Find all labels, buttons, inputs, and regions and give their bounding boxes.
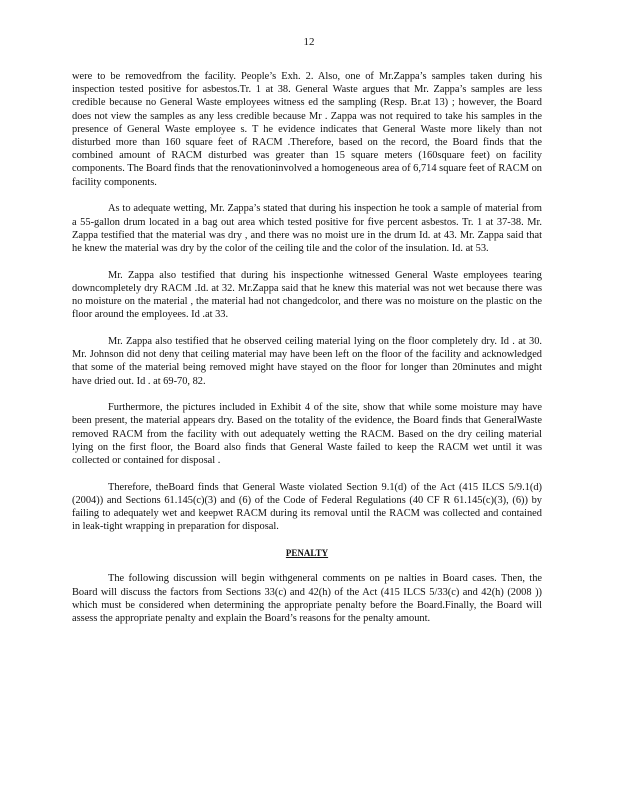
paragraph-adequate-wetting: As to adequate wetting, Mr. Zappa’s stated that during his inspection he took a sample of material from a 55-gallon drum located in a bag out area which tested positive for five percent asbestos. Tr. 1 at 37-38. Mr. Zappa testified that the material was dry , and there was no moist ure in the drum Id. at 43. Mr. Zappa said that he knew the material was dry by the color of the ceiling tile and the color of the insulation. Id. at 53.: [72, 203, 542, 254]
paragraph-violation-finding: Therefore, theBoard finds that General Waste violated Section 9.1(d) of the Act (415 ILCS 5/9.1(d) (2004)) and Sections 61.145(c)(3) and (6) of the Code of Federal Regulations (40 CF R 61.145(c)(3), (6)) by failing to adequately wet and keepwet RACM during its removal until the RACM was collected and contained in leak-tight wrapping in preparation for disposal.: [72, 481, 542, 533]
document-body: [72, 70, 542, 639]
section-heading-penalty: PENALTY: [285, 548, 329, 559]
paragraph-ceiling-material: Mr. Zappa also testified that he observed ceiling material lying on the floor completely dry. Id . at 30. Mr. Johnson did not deny that ceiling material may have been left on the floor of the facility and acknowledged that some of the material being removed might have stayed on the floor for longer than 20minutes and might have dried out. Id . at 69-70, 82.: [72, 335, 542, 387]
paragraph-exhibit-pictures: Furthermore, the pictures included in Exhibit 4 of the site, show that while some moisture may have been present, the material appears dry. Based on the totality of the evidence, the Board finds that GeneralWaste removed RACM from the facility with out adequately wetting the RACM. Based on the dry ceiling material lying on the first floor, the Board also finds that General Waste failed to keep the RACM wet until it was collected or contained for disposal .: [72, 402, 542, 467]
paragraph-sample-credibility: were to be removedfrom the facility. People’s Exh. 2. Also, one of Mr.Zappa’s samples taken during his inspection tested positive for asbestos.Tr. 1 at 38. General Waste argues that Mr. Zappa’s samples are less credible because no General Waste employees witness ed the sampling (Resp. Br.at 13) ; however, the Board does not view the samples as any less credible because Mr . Zappa was not required to take his samples in the presence of General Waste employee s. T he evidence indicates that General Waste more likely than not disturbed more than 160 square feet of RACM .Therefore, based on the record, the Board finds that the combined amount of RACM disturbed was greater than 15 square meters (160square feet) on facility components. The Board finds that the renovationinvolved a homogeneous area of 6,714 square feet of RACM on facility components.: [72, 71, 542, 188]
page-number: 12: [303, 36, 315, 48]
paragraph-dry-racm-testimony: Mr. Zappa also testified that during his inspectionhe witnessed General Waste employees tearing downcompletely dry RACM .Id. at 32. Mr.Zappa said that he knew this material was not wet because there was no moisture on the material , the material had not changedcolor, and there was no moisture on the plastic on the floor around the employees. Id .at 33.: [72, 269, 542, 321]
paragraph-penalty-intro: The following discussion will begin withgeneral comments on pe nalties in Board cases. Then, the Board will discuss the factors from Sections 33(c) and 42(h) of the Act (415 ILCS 5/33(c) and 42(h) (2008 )) which must be considered when determining the appropriate penalty before the Board.Finally, the Board will assess the appropriate penalty and explain the Board’s reasons for the penalty amount.: [72, 573, 542, 624]
